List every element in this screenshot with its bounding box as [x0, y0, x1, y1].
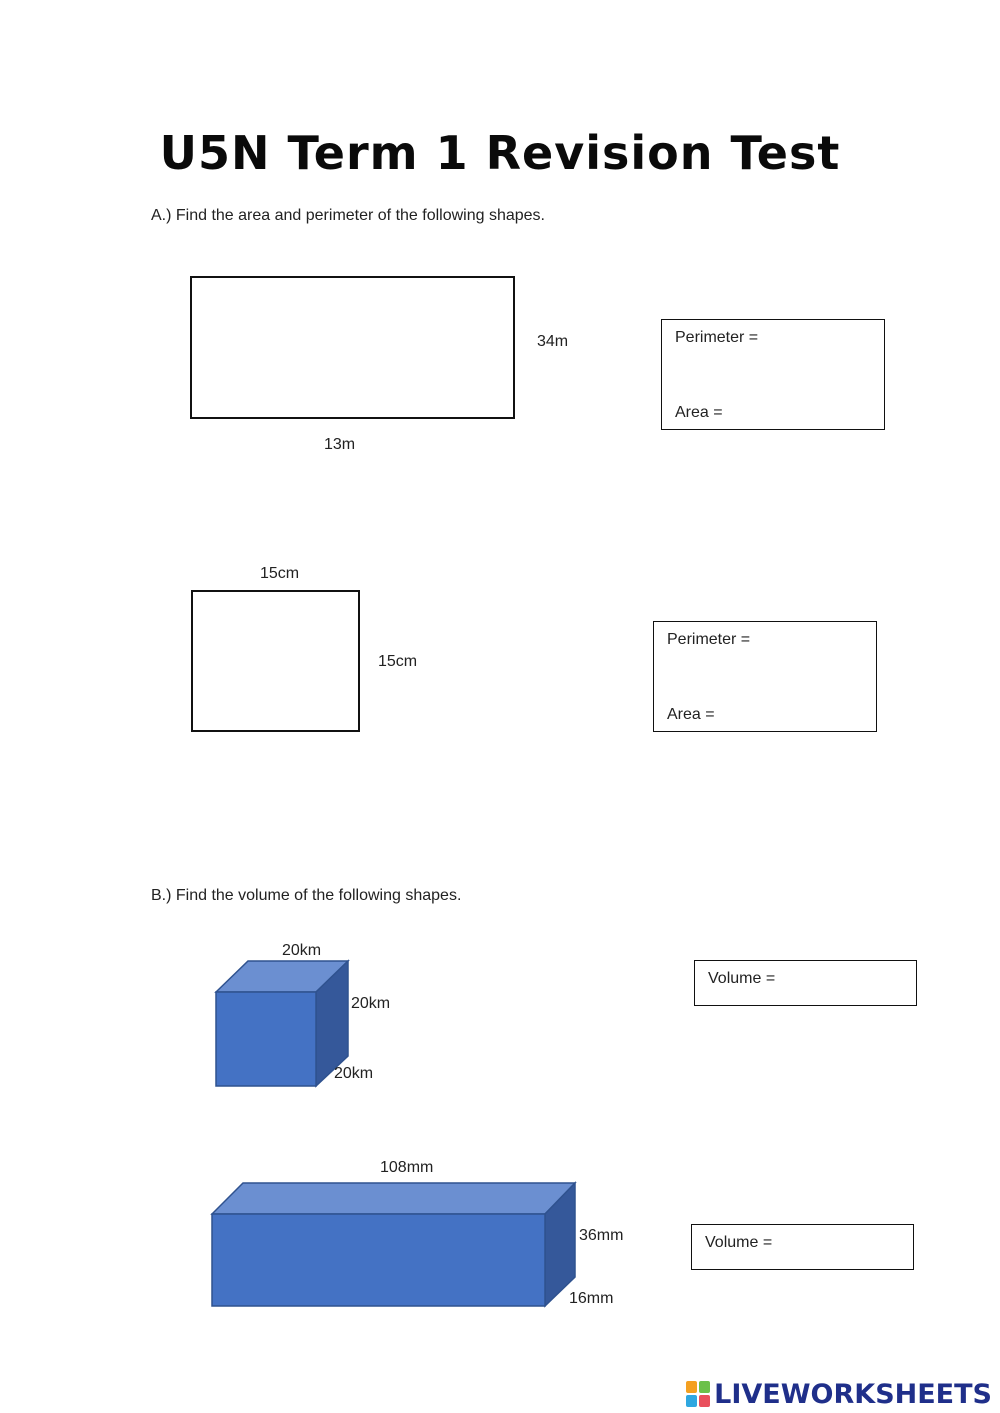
prism-depth-label: 16mm [569, 1290, 614, 1307]
answer-box-cube[interactable] [694, 960, 917, 1006]
perimeter-label: Perimeter = [675, 329, 759, 346]
square-width-label: 15cm [260, 565, 300, 582]
page-title: U5N Term 1 Revision Test [159, 126, 841, 180]
answer-box-prism[interactable] [691, 1224, 914, 1270]
cube-front-face [216, 992, 316, 1086]
prism-top-label: 108mm [380, 1159, 434, 1176]
brand-logo[interactable] [686, 1376, 992, 1412]
cube-side-label: 20km [351, 995, 391, 1012]
liveworksheets-icon [686, 1381, 710, 1407]
section-a-instruction: A.) Find the area and perimeter of the following shapes. [151, 207, 545, 224]
prism-top-face [212, 1183, 575, 1214]
area-label: Area = [675, 404, 723, 421]
cube-depth-label: 20km [334, 1065, 374, 1082]
perimeter-label: Perimeter = [667, 631, 751, 648]
prism-front-face [212, 1214, 545, 1306]
volume-label: Volume = [708, 970, 776, 987]
square-height-label: 15cm [378, 653, 418, 670]
rectangle-height-label: 34m [537, 333, 569, 350]
volume-label: Volume = [705, 1234, 773, 1251]
cube-top-label: 20km [282, 942, 322, 959]
brand-name: LIVEWORKSHEETS [714, 1378, 992, 1410]
answer-box-rectangle[interactable] [661, 319, 885, 430]
section-b-instruction: B.) Find the volume of the following shapes. [151, 887, 462, 904]
rectangle-width-label: 13m [324, 436, 356, 453]
square-shape [191, 590, 360, 732]
prism-shape [205, 1177, 585, 1312]
rectangle-shape [190, 276, 515, 419]
answer-box-square[interactable] [653, 621, 877, 732]
area-label: Area = [667, 706, 715, 723]
prism-side-label: 36mm [579, 1227, 624, 1244]
